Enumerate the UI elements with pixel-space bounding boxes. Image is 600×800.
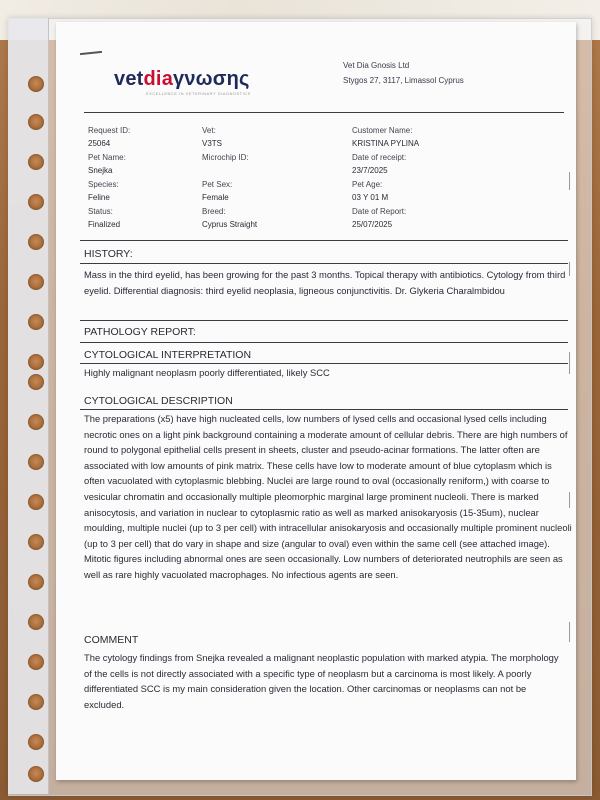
punch-hole	[28, 614, 44, 630]
logo-text-dia: dia	[143, 68, 174, 90]
meta-col-1	[88, 126, 130, 230]
pathology-top-rule	[80, 320, 568, 321]
header-rule	[84, 112, 564, 113]
description-heading: CYTOLOGICAL DESCRIPTION	[84, 395, 233, 407]
punch-hole	[28, 76, 44, 92]
report-page	[56, 22, 576, 780]
microchip-label: Microchip ID:	[202, 153, 249, 162]
description-text: The preparations (x5) have high nucleated cells, low numbers of lysed cells and occasional lysed cells including necrotic ones on a light pink background containing a moderate amount of cellular debris. There are high numbers of round to polygonal epithelial cells present in sheets, cluster and pseudo-acinar formations. The latter often are associated with low amounts of pink matrix. These cells have low to moderate amount of blue cytoplasm which is often vacuolated with cytoplasmic blebbing. Nuclei are large round to oval (occasionally reniform,) with coarse to vesicular chromatin and occasionally multiple pleomorphic marginal large prominent nucleoli. There is marked anisocytosis, and variation in nuclear to cytoplasmic ratio as well as marked anisokaryosis (15-35um), nuclear moulding, multiple nuclei (up to 3 per cell) with intracellular anisokaryosis and occasionally multiple prominent nucleoli (up to 3 per cell) that do vary in shape and size (angular to oval) even within the same cell (see attached image). Mitotic figures including abnormal ones are seen occasionally. Low numbers of deteriorated neutrophils are seen as well as rare highly vacuolated macrophages. No infectious agents are seen.	[84, 413, 572, 580]
pet-name-value: Snejka	[88, 166, 113, 175]
species-label: Species:	[88, 180, 119, 189]
pathology-heading: PATHOLOGY REPORT:	[84, 326, 196, 338]
edge-mark	[569, 172, 570, 190]
pathology-bottom-rule	[80, 342, 568, 343]
logo-tagline: EXCELLENCE IN VETERINARY DIAGNOSTICS	[146, 91, 251, 96]
punch-strip	[8, 18, 49, 794]
punch-hole	[28, 694, 44, 710]
meta-col-2	[202, 126, 257, 230]
punch-hole	[28, 534, 44, 550]
species-value: Feline	[88, 193, 110, 202]
interpretation-rule	[80, 363, 568, 364]
receipt-date-value: 23/7/2025	[352, 166, 388, 175]
status-value: Finalized	[88, 220, 121, 229]
punch-hole	[28, 574, 44, 590]
breed-value: Cyprus Straight	[202, 220, 258, 229]
punch-hole	[28, 494, 44, 510]
meta-col-3	[352, 126, 419, 230]
punch-hole	[28, 766, 44, 782]
history-heading: HISTORY:	[84, 248, 133, 260]
age-value: 03 Y 01 M	[352, 193, 389, 202]
status-label: Status:	[88, 207, 113, 216]
comment-text: The cytology findings from Snejka revealed a malignant neoplastic population with marked atypia. The morphology of the cells is not directly associated with a specific type of neoplasm but a carcinoma is most likely. A poorly differentiated SCC is my main consideration given the location. Other carcinomas or neoplasms can not be excluded.	[84, 652, 559, 710]
edge-mark	[569, 622, 570, 642]
punch-hole	[28, 274, 44, 290]
customer-value: KRISTINA PYLINA	[352, 139, 420, 148]
edge-mark	[569, 352, 570, 374]
comment-heading: COMMENT	[84, 634, 139, 646]
vet-label: Vet:	[202, 126, 216, 135]
meta-bottom-rule	[80, 240, 568, 241]
description-rule	[80, 409, 568, 410]
company-logo	[114, 68, 250, 91]
request-id-label: Request ID:	[88, 126, 131, 135]
receipt-date-label: Date of receipt:	[352, 153, 407, 162]
logo-text-vet: vet	[114, 68, 144, 90]
sex-label: Pet Sex:	[202, 180, 233, 189]
company-name: Vet Dia Gnosis Ltd	[343, 61, 410, 70]
punch-hole	[28, 354, 44, 370]
company-address: Stygos 27, 3117, Limassol Cyprus	[343, 76, 464, 85]
punch-hole	[28, 114, 44, 130]
interpretation-text: Highly malignant neoplasm poorly differentiated, likely SCC	[84, 367, 330, 378]
customer-label: Customer Name:	[352, 126, 413, 135]
vet-value: V3TS	[202, 139, 223, 148]
report-date-label: Date of Report:	[352, 207, 407, 216]
report-date-value: 25/07/2025	[352, 220, 393, 229]
edge-mark	[569, 492, 570, 508]
punch-hole	[28, 314, 44, 330]
microchip-value	[202, 166, 257, 176]
punch-hole	[28, 234, 44, 250]
punch-hole	[28, 154, 44, 170]
edge-mark	[569, 262, 570, 276]
punch-hole	[28, 734, 44, 750]
breed-label: Breed:	[202, 207, 226, 216]
punch-hole	[28, 454, 44, 470]
sex-value: Female	[202, 193, 229, 202]
interpretation-heading: CYTOLOGICAL INTERPRETATION	[84, 349, 252, 361]
pet-name-label: Pet Name:	[88, 153, 126, 162]
logo-text-gnosis: γνωσης	[173, 68, 250, 90]
punch-hole	[28, 374, 44, 390]
punch-hole	[28, 194, 44, 210]
punch-hole	[28, 414, 44, 430]
pen-mark	[80, 51, 102, 55]
history-rule	[80, 263, 568, 264]
request-id-value: 25064	[88, 139, 111, 148]
company-block	[343, 58, 464, 88]
punch-hole	[28, 654, 44, 670]
age-label: Pet Age:	[352, 180, 383, 189]
history-text: Mass in the third eyelid, has been growing for the past 3 months. Topical therapy with antibiotics. Cytology from third eyelid. Differential diagnosis: third eyelid neoplasia, ligneous conjunctivitis. Dr. Glykeria Charalmbidou	[84, 269, 566, 296]
